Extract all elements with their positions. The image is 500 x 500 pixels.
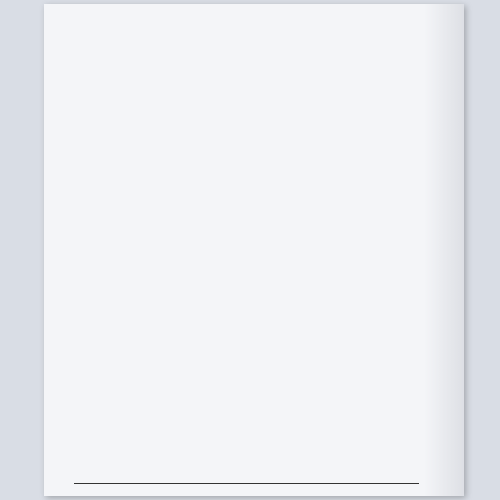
book-page <box>44 4 464 496</box>
footer-rule <box>74 483 419 484</box>
page-shadow <box>424 4 464 496</box>
